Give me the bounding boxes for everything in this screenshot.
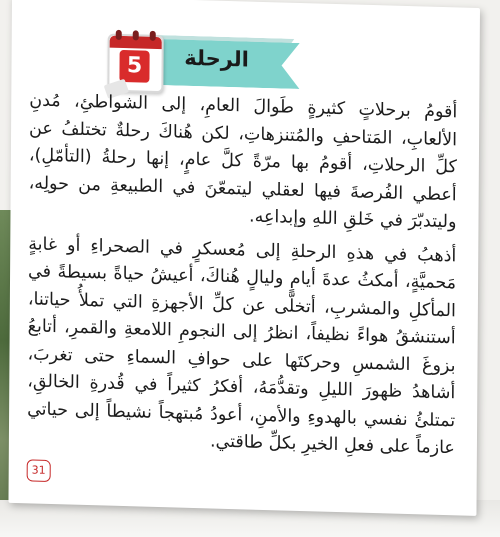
book-page [8, 0, 480, 516]
paragraph-intro: أقومُ برحلاتٍ كثيرةٍ طَوالَ العامِ، إلى الشواطئِ، مُدنِ الألعابِ، المَتاحفِ والمُتنزهاتِ، لكن هُناكَ رحلةٌ تختلفُ عن كلِّ الرحلاتِ، أقومُ بها مرّةً كلَّ عامٍ، إنها رحلةُ (التأمّلِ)، أعطي الفُرصةَ فيها لعقلي ليتمعّنَ في الطبيعةِ من حولِه، وليتدبّرَ في خَلقِ اللهِ وإبداعِه. [28, 90, 458, 233]
chapter-body [27, 87, 458, 465]
chapter-title: الرحلة [184, 45, 249, 72]
calendar-ring [133, 30, 139, 40]
calendar-ring [150, 31, 156, 41]
page-number: 31 [27, 459, 51, 482]
chapter-number: 5 [119, 50, 149, 83]
calendar-ring [116, 30, 122, 40]
calendar-rings [116, 30, 156, 41]
calendar-icon [107, 34, 163, 94]
paragraph-journey: أذهبُ في هذهِ الرحلةِ إلى مُعسكرٍ في الصحراءِ أو غابةٍ مَحميَّةٍ، أمكثُ عدةَ أيامٍ وليالٍ هُناكَ، أعيشُ حياةً بسيطةً في المأكلِ والمشربِ، أتخلّى عن كلِّ الأجهزةِ التي تملأُ حياتنا، أستنشقُ هواءً نظيفاً، انظرُ إلى النجومِ اللامعةِ والقمرِ، أتابعُ بزوغَ الشمسِ وحركتَها على حوافِ السماءِ حتى تغربَ، أشاهدُ ظهورَ الليلِ وتقدُّمَهُ، أفكرُ كثيراً في قُدرةِ الخالقِ، تمتلئُ نفسي بالهدوءِ والأمنِ، أعودُ مُبتهجاً نشيطاً إلى حياتي عازماً على فعلِ الخيرِ بكلِّ طاقتي. [27, 233, 457, 459]
